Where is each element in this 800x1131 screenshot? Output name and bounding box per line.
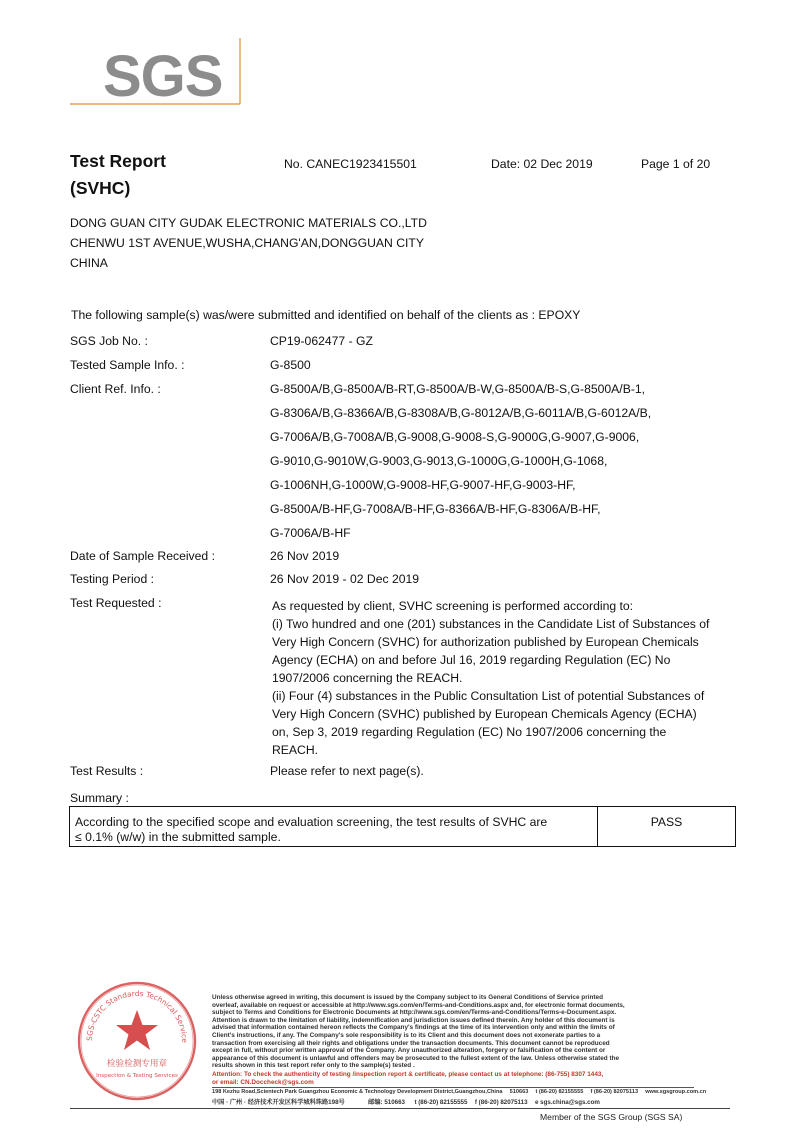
client-country: CHINA (70, 256, 108, 270)
footer-rule (70, 1108, 730, 1109)
disclaimer-line: Client's instructions, if any. The Company's sole responsibility is to its Client and this document does not exonerate parties to a (212, 1031, 601, 1039)
client-ref-line: G-9010,G-9010W,G-9003,G-9013,G-1000G,G-1000H,G-1068, (270, 454, 608, 468)
sample-info-value: G-8500 (270, 358, 311, 372)
client-ref-line: G-7006A/B,G-7008A/B,G-9008,G-9008-S,G-9000G,G-9007,G-9006, (270, 430, 640, 444)
test-requested-block (272, 597, 709, 759)
job-no-value: CP19-062477 - GZ (270, 334, 373, 348)
seal-center-cn: 检验检测专用章 (106, 1059, 168, 1069)
test-requested-line: (ii) Four (4) substances in the Public Consultation List of potential Substances of (272, 689, 705, 703)
website-link[interactable]: www.sgsgroup.com.cn (645, 1089, 707, 1095)
footer-address-rule-top (212, 1087, 694, 1088)
summary-result: PASS (650, 815, 683, 829)
test-requested-line: Very High Concern (SVHC) for authorization published by European Chemicals (272, 635, 699, 649)
attention-line: Attention: To check the authenticity of testing /inspection report & certificate, please contact us at telephone: (86-755) 8307 1443, (212, 1071, 604, 1078)
sample-info-label: Tested Sample Info. : (70, 358, 185, 372)
address-en: 198 Kezhu Road,Scientech Park Guangzhou Economic & Technology Development District,Guangzhou,China (212, 1089, 503, 1095)
client-ref-line: G-8306A/B,G-8366A/B,G-8308A/B,G-8012A/B,G-6011A/B,G-6012A/B, (270, 406, 652, 420)
postcode-en: 510663 (509, 1089, 529, 1095)
client-ref-line: G-8500A/B,G-8500A/B-RT,G-8500A/B-W,G-8500A/B-S,G-8500A/B-1, (270, 382, 646, 396)
disclaimer-line: advised that information contained hereon reflects the Company's findings at the time of its intervention only and within the limits of (212, 1024, 615, 1032)
client-ref-line: G-8500A/B-HF,G-7008A/B-HF,G-8366A/B-HF,G-8306A/B-HF, (270, 502, 601, 516)
disclaimer (212, 994, 694, 1070)
test-requested-label: Test Requested : (70, 596, 162, 610)
summary-table (69, 806, 736, 847)
client-ref-line: G-7006A/B-HF (270, 526, 351, 540)
test-requested-line: on, Sep 3, 2019 regarding Regulation (EC) No 1907/2006 concerning the (272, 725, 667, 739)
intro-statement: The following sample(s) was/were submitted and identified on behalf of the clients as : EPOXY (71, 308, 581, 322)
footer-address-cn (212, 1099, 694, 1107)
client-ref-label: Client Ref. Info. : (70, 382, 161, 396)
postcode-cn: 邮编: 510663 (368, 1099, 405, 1106)
fax-cn: f (86-20) 82075113 (474, 1099, 528, 1106)
testing-period-value: 26 Nov 2019 - 02 Dec 2019 (270, 572, 420, 586)
test-results-value: Please refer to next page(s). (270, 764, 424, 778)
disclaimer-line: appearance of this document is unlawful and offenders may be prosecuted to the fullest extent of the law. Unless otherwise stated the (212, 1054, 620, 1062)
email-link[interactable]: e sgs.china@sgs.com (535, 1099, 600, 1106)
sgs-logo (68, 34, 243, 110)
summary-text-line: ≤ 0.1% (w/w) in the submitted sample. (75, 830, 281, 844)
telephone-cn: t (86-20) 82155555 (414, 1099, 468, 1106)
official-seal (76, 980, 198, 1102)
client-name: DONG GUAN CITY GUDAK ELECTRONIC MATERIALS CO.,LTD (70, 216, 427, 230)
report-number: No. CANEC1923415501 (284, 157, 417, 171)
client-ref-line: G-1006NH,G-1000W,G-9008-HF,G-9007-HF,G-9003-HF, (270, 478, 576, 492)
disclaimer-line: results shown in this test report refer only to the sample(s) tested . (212, 1062, 415, 1070)
attention-email[interactable]: or email: CN.Doccheck@sgs.com (212, 1078, 314, 1086)
test-requested-line: (i) Two hundred and one (201) substances in the Candidate List of Substances of (272, 617, 710, 631)
seal-center-en: Inspection & Testing Services (96, 1073, 178, 1079)
test-requested-line: 1907/2006 concerning the REACH. (272, 671, 463, 685)
disclaimer-line: Attention is drawn to the limitation of liability, indemnification and jurisdiction issues defined therein. Any holder of this document is (212, 1016, 615, 1024)
sgs-logo-icon (68, 34, 243, 110)
report-title: Test Report (70, 151, 166, 171)
test-requested-line: Very High Concern (SVHC) published by European Chemicals Agency (ECHA) (272, 707, 697, 721)
page-number: Page 1 of 20 (641, 157, 711, 171)
sgs-logo-text: SGS (103, 44, 223, 109)
disclaimer-line: subject to Terms and Conditions for Electronic Documents at http://www.sgs.com/en/Terms-and-Conditions/Terms-e-Document.aspx. (212, 1009, 617, 1017)
report-subtitle: (SVHC) (70, 178, 131, 198)
test-requested-line: As requested by client, SVHC screening is performed according to: (272, 599, 634, 613)
fax-en: f (86-20) 82075113 (590, 1089, 639, 1095)
seal-icon (76, 980, 198, 1102)
testing-period-label: Testing Period : (70, 572, 155, 586)
address-cn: 中国 · 广州 · 经济技术开发区科学城科珠路198号 (212, 1099, 345, 1106)
client-address: CHENWU 1ST AVENUE,WUSHA,CHANG'AN,DONGGUAN CITY (70, 236, 424, 250)
summary-text-line: According to the specified scope and evaluation screening, the test results of SVHC are (75, 815, 548, 829)
received-date-value: 26 Nov 2019 (270, 549, 340, 563)
disclaimer-line: overleaf, available on request or accessible at http://www.sgs.com/en/Terms-and-Conditions.aspx and, for electronic format documents, (212, 1001, 625, 1009)
summary-label: Summary : (70, 791, 129, 805)
job-no-label: SGS Job No. : (70, 334, 148, 348)
test-results-label: Test Results : (70, 764, 144, 778)
test-requested-line: Agency (ECHA) on and before Jul 16, 2019 regarding Regulation (EC) No (272, 653, 671, 667)
footer-address-en (212, 1089, 707, 1097)
report-date: Date: 02 Dec 2019 (491, 157, 593, 171)
authenticity-attention (212, 1071, 694, 1086)
disclaimer-line: transaction from exercising all their rights and obligations under the transaction documents. This document cannot be reproduced (212, 1039, 610, 1047)
member-statement: Member of the SGS Group (SGS SA) (540, 1112, 683, 1122)
received-date-label: Date of Sample Received : (70, 549, 215, 563)
test-requested-line: REACH. (272, 743, 319, 757)
disclaimer-line: except in full, without prior written approval of the Company. Any unauthorized alteration, forgery or falsification of the content or (212, 1047, 606, 1055)
disclaimer-line: Unless otherwise agreed in writing, this document is issued by the Company subject to its General Conditions of Service printed (212, 994, 603, 1001)
seal-ring-text: SGS-CSTC Standards Technical Service (84, 988, 190, 1043)
telephone-en: t (86-20) 82155555 (535, 1089, 584, 1095)
